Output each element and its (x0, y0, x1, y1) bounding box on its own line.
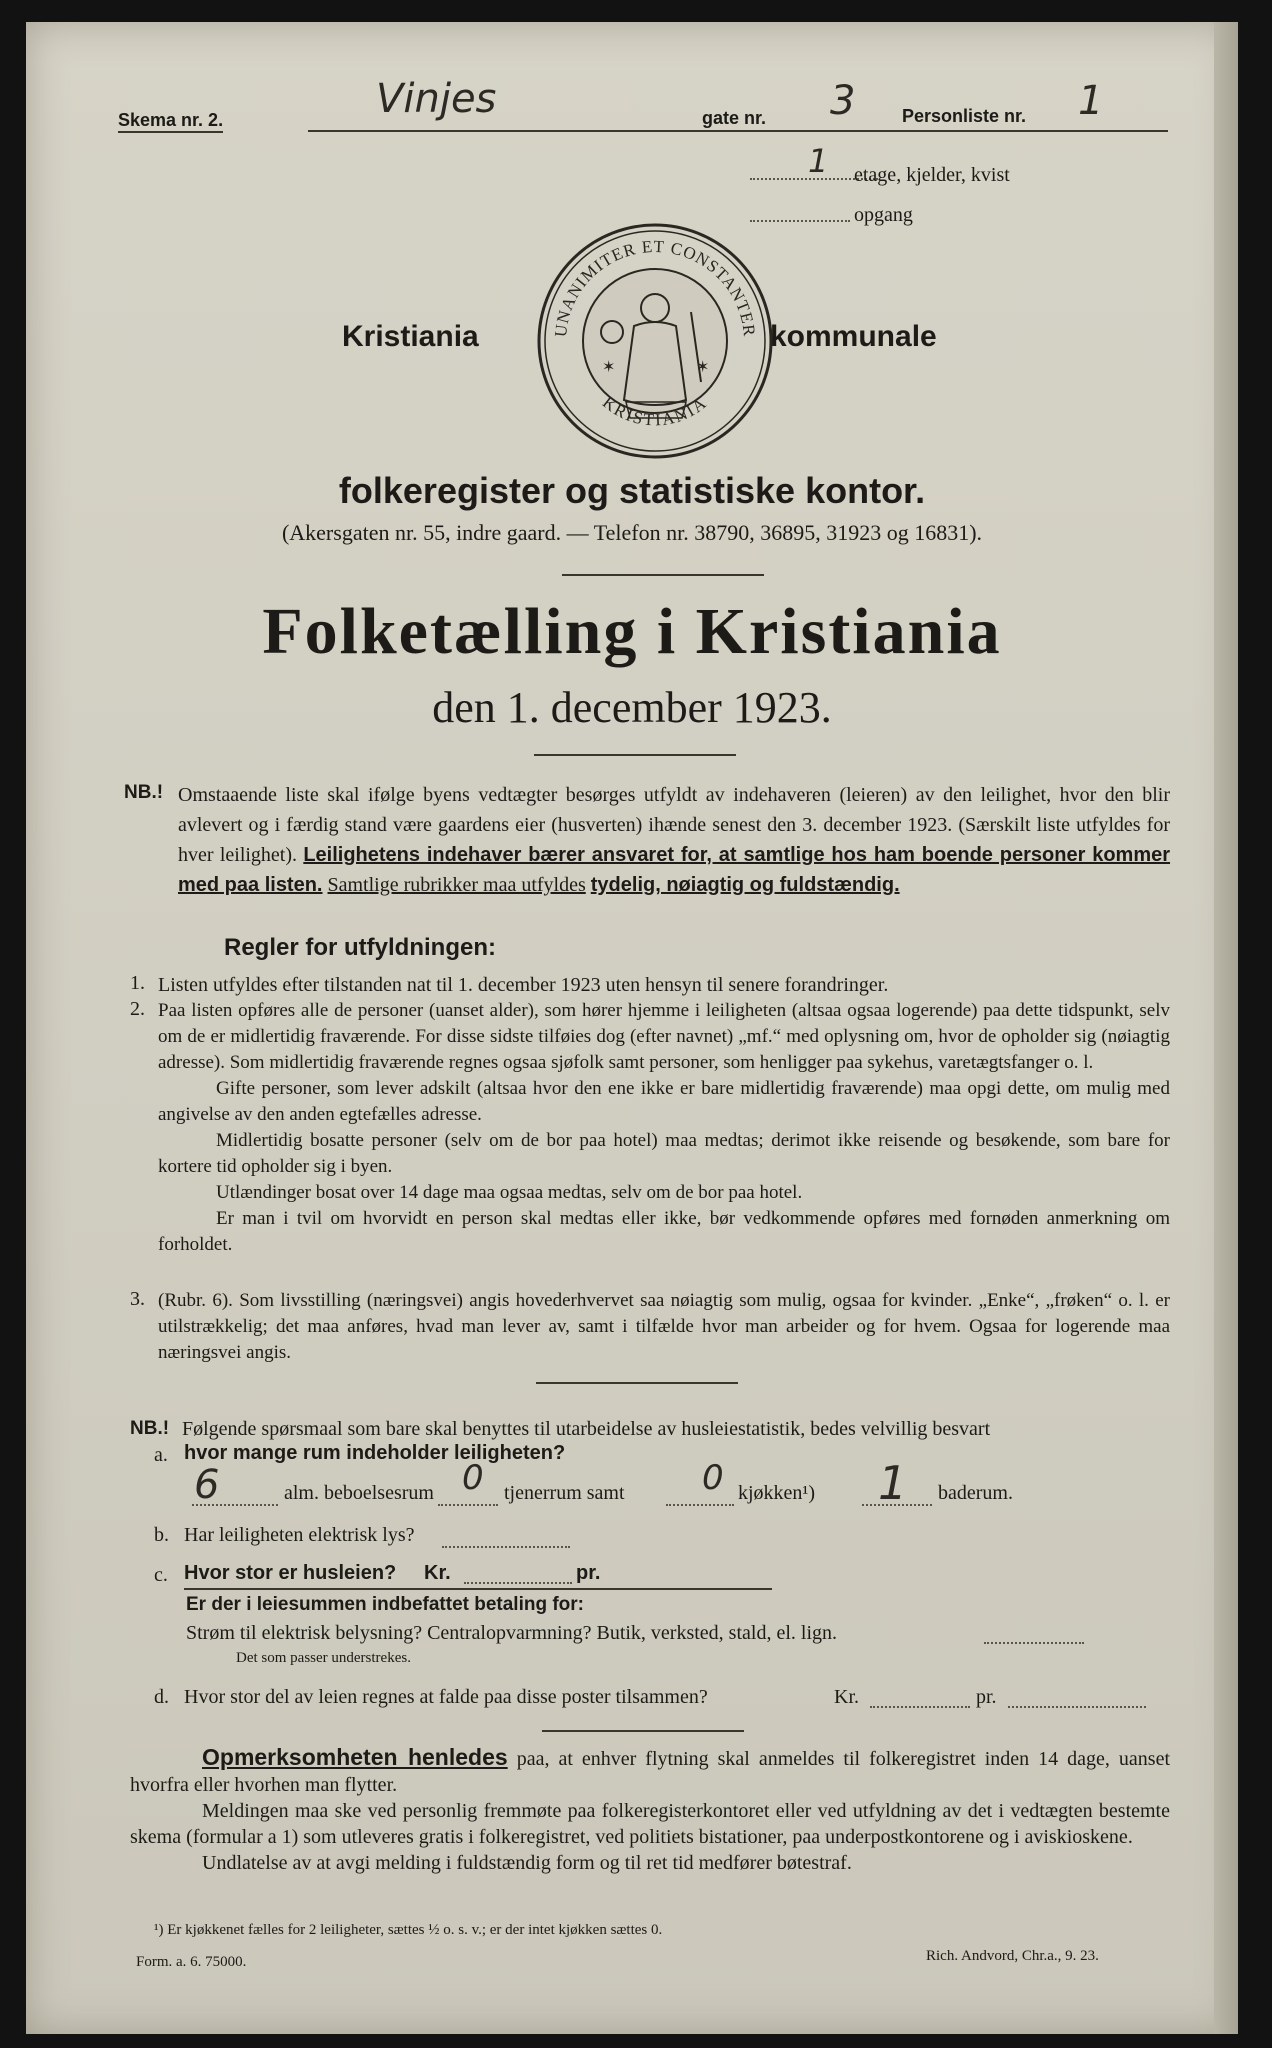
a-rooms-field (192, 1504, 278, 1506)
q-d-kr: Kr. (834, 1686, 859, 1708)
a-bath-value: 1 (878, 1456, 908, 1510)
q-b-field (442, 1546, 570, 1548)
q-c-items-field (984, 1642, 1084, 1644)
header-rule (308, 130, 1168, 132)
a-kitchen-field (666, 1504, 734, 1506)
q-c-text: Hvor stor er husleien? (184, 1562, 397, 1584)
city-seal-icon (536, 222, 774, 460)
rule-1-num: 1. (130, 972, 145, 994)
q-a-text: hvor mange rum indeholder leiligheten? (184, 1442, 566, 1464)
q-d-pr: pr. (976, 1686, 997, 1708)
a-rooms-value: 6 (194, 1462, 220, 1508)
notice-p2: Meldingen maa ske ved personlig fremmøte paa folkeregisterkontoret eller ved utfyldning av det i vedtægten bestemte skema (formular a 1) som utleveres gratis i folkeregistret, ved politiets bistationer, paa underpostkontorene og i aviskioskene. (130, 1800, 1170, 1848)
etage-label: etage, kjelder, kvist (854, 164, 1010, 186)
personliste-label: Personliste nr. (902, 106, 1027, 126)
rule-2-block (158, 998, 1170, 1258)
q-b-text: Har leiligheten elektrisk lys? (184, 1524, 415, 1546)
a-kitchen-label: kjøkken¹) (738, 1482, 816, 1504)
rule-2-num: 2. (130, 998, 145, 1020)
nb1-bold-text: Leilighetens indehaver bærer ansvaret for, at samtlige hos ham boende personer kommer med paa listen. (178, 844, 1171, 896)
q-c-items: Strøm til elektrisk belysning? Centralopvarmning? Butik, verksted, stald, el. lign. (186, 1622, 838, 1644)
q-a-label: a. (154, 1444, 168, 1466)
q-c-note: Det som passer understrekes. (236, 1650, 411, 1666)
printer-credit: Rich. Andvord, Chr.a., 9. 23. (926, 1948, 1099, 1964)
a-rooms-label: alm. beboelsesrum (284, 1482, 434, 1504)
notice-p3: Undlatelse av at avgi melding i fuldstændig form og til ret tid medfører bøtestraf. (202, 1852, 852, 1874)
seal-text-top: UNANIMITER ET CONSTANTER (550, 236, 760, 338)
nb1-marker: NB.! (124, 782, 164, 803)
footnote: ¹) Er kjøkkenet fælles for 2 leiligheter, sættes ½ o. s. v.; er der intet kjøkken sættes 0. (154, 1922, 663, 1938)
page-edge-strip (1214, 22, 1238, 2034)
nb1-paragraph (178, 780, 1170, 900)
q-c-kr: Kr. (424, 1562, 451, 1584)
q-c-label: c. (154, 1564, 168, 1586)
seal-text-bottom: KRISTIANIA (598, 392, 712, 430)
a-kitchen-value: 0 (702, 1458, 724, 1498)
notice-p1: paa, at enhver flytning skal anmeldes til folkeregistret inden 14 dage, uanset hvorfra eller hvorhen man flytter. (130, 1748, 1171, 1796)
gate-nr-handwritten: 3 (830, 78, 856, 124)
form-number: Form. a. 6. 75000. (136, 1954, 247, 1970)
q-b-label: b. (154, 1524, 169, 1546)
org-left: Kristiania (342, 320, 479, 353)
schema-label: Skema nr. 2. (118, 110, 223, 133)
nb2-intro: Følgende spørsmaal som bare skal benyttes til utarbeidelse av husleiestatistik, bedes velvillig besvart (182, 1418, 991, 1440)
notice-heading: Opmerksomheten henledes (202, 1744, 508, 1770)
divider-3 (536, 1382, 738, 1384)
a-bath-label: baderum. (938, 1482, 1013, 1504)
nb2-marker: NB.! (130, 1418, 170, 1439)
svg-text:✶: ✶ (602, 359, 616, 376)
rule-3: (Rubr. 6). Som livsstilling (næringsvei) angis hovederhvervet saa nøiagtig som mulig, ogsaa for kvinder. „Enke“, „frøken“ o. l. er utilstrækkelig; det maa anføres, hvad man lever av, samt i tilfælde hvor man arbeider og for hvem. Ogsaa for logerende maa næringsvei angis. (158, 1290, 1170, 1363)
office-address: (Akersgaten nr. 55, indre gaard. — Telefon nr. 38790, 36895, 31923 og 16831). (281, 520, 983, 545)
gate-label: gate nr. (702, 108, 767, 128)
nb1-text-2: Samtlige rubrikker maa utfyldes (327, 874, 586, 896)
rule-2c: Midlertidig bosatte personer (selv om de bor paa hotel) maa medtas; derimot ikke reisende og besøkende, som bare for kortere tid opholder sig i byen. (158, 1130, 1170, 1177)
personliste-nr-handwritten: 1 (1078, 78, 1104, 124)
rules-heading: Regler for utfyldningen: (224, 934, 496, 961)
rule-2a: Paa listen opføres alle de personer (uanset alder), som hører hjemme i leiligheten (altsaa ogsaa logerende) paa dette tidspunkt, selv om de er midlertidig fraværende. For disse sidste tilføies dog (efter navnet) „mf.“ med oplysning om, hvor de opholder sig (nøiagtig adresse). Som midlertidig fraværende regnes ogsaa sjøfolk samt personer, som henligger paa sykehus, varetægtsfanger o. l. (158, 1000, 1170, 1073)
q-c-rule (184, 1588, 772, 1590)
nb1-bold-text-2: tydelig, nøiagtig og fuldstændig. (590, 874, 900, 896)
notice-block (130, 1744, 1170, 1876)
nb1-text: Omstaaende liste skal ifølge byens vedtægter besørges utfyldt av indehaveren (leieren) av den leilighet, hvor den blir avlevert og i færdig stand være gaardens eier (husverten) ihænde senest den 3. december 1923. (Særskilt liste utfyldes for hver leilighet). (178, 784, 1170, 866)
a-servant-label: tjenerrum samt (504, 1482, 625, 1504)
rule-2b: Gifte personer, som lever adskilt (altsaa hvor den ene ikke er bare midlertidig fraværende) maa opgi dette, om mulig med angivelse av den anden egtefælles adresse. (158, 1078, 1170, 1125)
q-d-text: Hvor stor del av leien regnes at falde paa disse poster tilsammen? (184, 1686, 708, 1708)
a-bath-field (862, 1504, 932, 1506)
form-title: Folketælling i Kristiania (262, 595, 1002, 668)
rule-2e: Er man i tvil om hvorvidt en person skal medtas eller ikke, bør vedkommende opføres med fornøden anmerkning om forholdet. (158, 1208, 1170, 1255)
rule-1: Listen utfyldes efter tilstanden nat til 1. december 1923 uten hensyn til senere forandringer. (158, 974, 889, 996)
q-d-kr-field (870, 1706, 970, 1708)
street-handwritten: Vinjes (376, 76, 497, 122)
svg-text:✶: ✶ (696, 359, 710, 376)
divider-1 (562, 574, 764, 576)
etage-handwritten: 1 (808, 142, 829, 180)
a-servant-value: 0 (462, 1458, 484, 1498)
census-form-page (26, 22, 1238, 2034)
q-c-sub: Er der i leiesummen indbefattet betaling for: (186, 1594, 585, 1615)
office-name: folkeregister og statistiske kontor. (338, 470, 926, 511)
divider-2 (534, 754, 736, 756)
form-date: den 1. december 1923. (432, 683, 832, 732)
divider-4 (542, 1730, 744, 1732)
a-servant-field (438, 1504, 498, 1506)
q-c-kr-field (464, 1582, 572, 1584)
q-c-pr: pr. (576, 1562, 601, 1584)
q-d-label: d. (154, 1686, 169, 1708)
rule-2d: Utlændinger bosat over 14 dage maa ogsaa medtas, selv om de bor paa hotel. (216, 1182, 803, 1203)
q-d-pr-field (1008, 1706, 1146, 1708)
rule-3-num: 3. (130, 1288, 145, 1310)
opgang-label: opgang (854, 204, 913, 226)
org-right: kommunale (770, 320, 937, 353)
